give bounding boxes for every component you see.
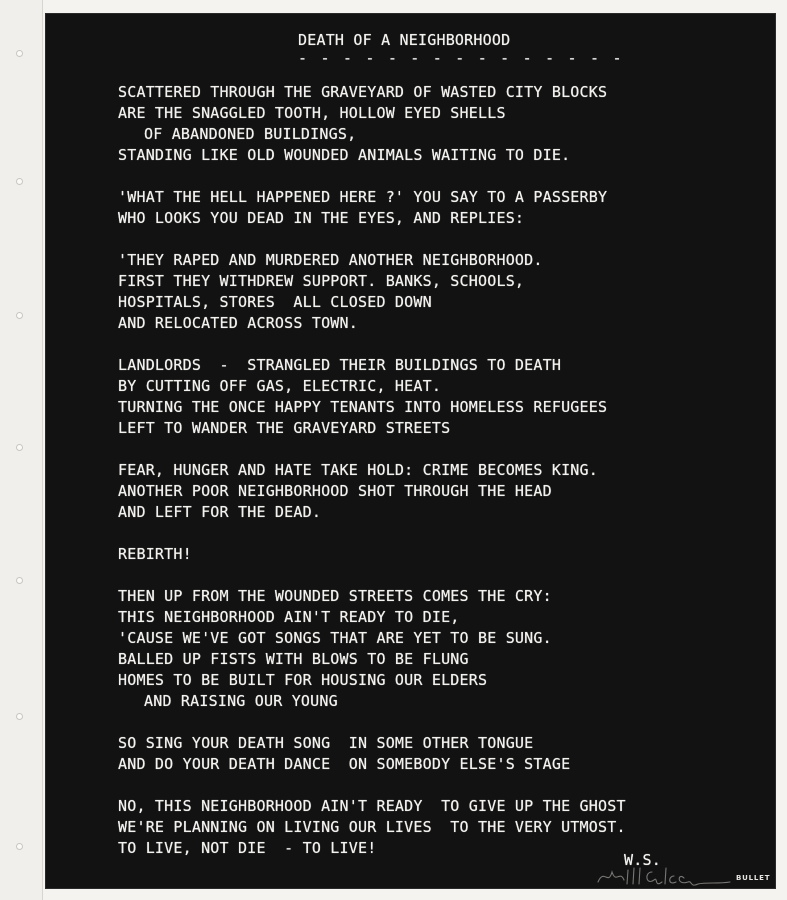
poem-sheet bbox=[46, 14, 775, 888]
poem-line: 'CAUSE WE'VE GOT SONGS THAT ARE YET TO BE SUNG. bbox=[118, 629, 552, 647]
poem-line: STANDING LIKE OLD WOUNDED ANIMALS WAITING TO DIE. bbox=[118, 146, 571, 164]
poem-line: AND LEFT FOR THE DEAD. bbox=[118, 503, 322, 521]
poem-line: ANOTHER POOR NEIGHBORHOOD SHOT THROUGH THE HEAD bbox=[118, 482, 552, 500]
poem-line: AND DO YOUR DEATH DANCE ON SOMEBODY ELSE'S STAGE bbox=[118, 755, 571, 773]
punch-hole bbox=[16, 713, 23, 720]
poem-line: WHO LOOKS YOU DEAD IN THE EYES, AND REPLIES: bbox=[118, 209, 525, 227]
punch-hole bbox=[16, 843, 23, 850]
poem-line: TURNING THE ONCE HAPPY TENANTS INTO HOMELESS REFUGEES bbox=[118, 398, 608, 416]
poem-line: OF ABANDONED BUILDINGS, bbox=[144, 125, 357, 143]
poem-line: FIRST THEY WITHDREW SUPPORT. BANKS, SCHOOLS, bbox=[118, 272, 525, 290]
poem-line: TO LIVE, NOT DIE - TO LIVE! bbox=[118, 839, 377, 857]
punch-hole bbox=[16, 178, 23, 185]
punch-hole bbox=[16, 50, 23, 57]
poem-line: SO SING YOUR DEATH SONG IN SOME OTHER TONGUE bbox=[118, 734, 534, 752]
author-initials: W.S. bbox=[624, 851, 661, 869]
binding-strip bbox=[0, 0, 43, 900]
poem-line: SCATTERED THROUGH THE GRAVEYARD OF WASTED CITY BLOCKS bbox=[118, 83, 608, 101]
punch-hole bbox=[16, 577, 23, 584]
punch-hole bbox=[16, 312, 23, 319]
poem-line: 'WHAT THE HELL HAPPENED HERE ?' YOU SAY TO A PASSERBY bbox=[118, 188, 608, 206]
poem-line: HOSPITALS, STORES ALL CLOSED DOWN bbox=[118, 293, 432, 311]
poem-line: BY CUTTING OFF GAS, ELECTRIC, HEAT. bbox=[118, 377, 442, 395]
poem-line: 'THEY RAPED AND MURDERED ANOTHER NEIGHBORHOOD. bbox=[118, 251, 543, 269]
press-mark: BULLET bbox=[736, 874, 771, 882]
punch-hole bbox=[16, 444, 23, 451]
poem-line: LEFT TO WANDER THE GRAVEYARD STREETS bbox=[118, 419, 451, 437]
poem-line: AND RAISING OUR YOUNG bbox=[144, 692, 338, 710]
poem-line: THEN UP FROM THE WOUNDED STREETS COMES THE CRY: bbox=[118, 587, 552, 605]
poem-line: THIS NEIGHBORHOOD AIN'T READY TO DIE, bbox=[118, 608, 460, 626]
poem-title: DEATH OF A NEIGHBORHOOD bbox=[298, 31, 511, 49]
title-underline: - - - - - - - - - - - - - - - bbox=[298, 49, 624, 67]
poem-line: NO, THIS NEIGHBORHOOD AIN'T READY TO GIVE UP THE GHOST bbox=[118, 797, 626, 815]
poem-line: BALLED UP FISTS WITH BLOWS TO BE FLUNG bbox=[118, 650, 469, 668]
poem-line: LANDLORDS - STRANGLED THEIR BUILDINGS TO DEATH bbox=[118, 356, 562, 374]
poem-line: FEAR, HUNGER AND HATE TAKE HOLD: CRIME BECOMES KING. bbox=[118, 461, 598, 479]
poem-line: WE'RE PLANNING ON LIVING OUR LIVES TO THE VERY UTMOST. bbox=[118, 818, 626, 836]
poem-line: REBIRTH! bbox=[118, 545, 192, 563]
poem-line: ARE THE SNAGGLED TOOTH, HOLLOW EYED SHELLS bbox=[118, 104, 506, 122]
handwritten-signature bbox=[594, 862, 734, 890]
poem-line: HOMES TO BE BUILT FOR HOUSING OUR ELDERS bbox=[118, 671, 488, 689]
poem-line: AND RELOCATED ACROSS TOWN. bbox=[118, 314, 358, 332]
